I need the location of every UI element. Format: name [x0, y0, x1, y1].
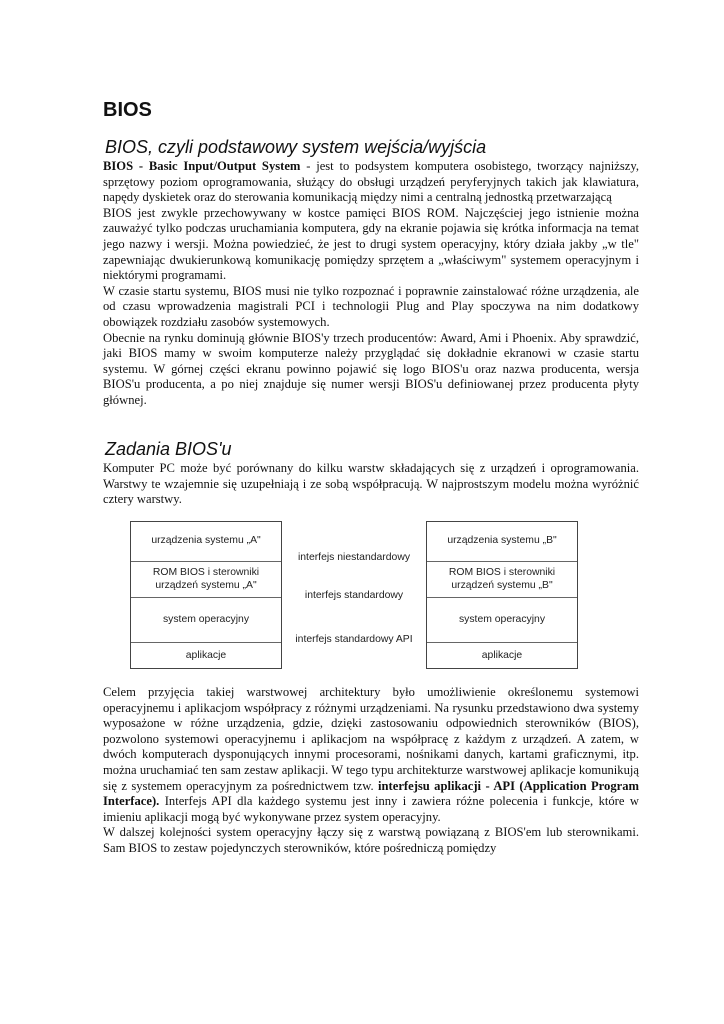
section-bios-body: [103, 159, 639, 409]
paragraph-layers-intro: Komputer PC może być porównany do kilku warstw składających się z urządzeń i oprogramowania. Warstwy te wzajemnie się uzupełniają i ze sobą współpracują. W najprostszym modelu można wyróżnić cztery warstwy.: [103, 461, 639, 507]
system-b-os: system operacyjny: [427, 597, 577, 642]
system-a-rom-line2: urządzeń systemu „A": [155, 579, 257, 591]
system-a-os: system operacyjny: [131, 597, 281, 642]
system-b-rom-bios: [427, 561, 577, 597]
page-title: BIOS: [103, 99, 152, 121]
layers-diagram: [130, 521, 586, 671]
system-b-devices: urządzenia systemu „B": [447, 535, 557, 547]
system-a-rom-bios: [131, 561, 281, 597]
interface-standard: interfejs standardowy: [304, 590, 404, 601]
architecture-text-end: Interfejs API dla każdego systemu jest inny i zawiera różne polecenia i funkcje, które w imieniu aplikacji mogą być wykonywane przez system operacyjny.: [103, 794, 639, 824]
system-b-rom-line1: ROM BIOS i sterowniki: [448, 567, 556, 578]
system-a-rom-line1: ROM BIOS i sterowniki: [152, 567, 260, 578]
paragraph-os-bios-link: W dalszej kolejności system operacyjny łączy się z warstwą powiązaną z BIOS'em lub sterownikami. Sam BIOS to zestaw pojedynczych sterowników, które pośredniczą pomiędzy: [103, 825, 639, 855]
paragraph-bios-definition: [103, 159, 639, 206]
architecture-text-start: Celem przyjęcia takiej warstwowej architektury było umożliwienie określonemu systemowi operacyjnemu i aplikacjom współpracy z różnymi urządzeniami. Na rysunku przedstawiono dwa systemy wyposażone w różne urządzenia, gdzie, dzięki zastosowaniu odpowiednich sterowników (BIOS), pozwolono systemowi operacyjnemu i aplikacjom na współpracę z każdym z urządzeń. A zatem, w dwóch komputerach dysponujących innymi procesorami, nośnikami danych, kartami graficznymi, itp. można uruchamiać ten sam zestaw aplikacji. W tego typu architekturze warstwowej aplikacje komunikują się z systemem operacyjnym za pośrednictwem tzw.: [103, 685, 639, 793]
section-tasks-body: [103, 461, 639, 508]
paragraph-layered-architecture: [103, 685, 639, 825]
section-architecture-body: [103, 685, 639, 857]
interface-nonstandard: interfejs niestandardowy: [297, 552, 411, 563]
system-b-apps: aplikacje: [427, 642, 577, 669]
system-a-stack: [130, 521, 282, 669]
section-heading-tasks: Zadania BIOS'u: [105, 439, 232, 459]
paragraph-bios-producers: Obecnie na rynku dominują głównie BIOS'y trzech producentów: Award, Ami i Phoenix. Aby sprawdzić, jaki BIOS mamy w swoim komputerze należy przyglądać się dokładnie ekranowi w czasie startu systemu. W górnej części ekranu powinno pojawić się logo BIOS'u oraz nazwa producenta, wersja BIOS'u producenta, a po niej znajduje się numer wersji BIOS'u definiowanej przez producenta płyty głównej.: [103, 330, 639, 407]
system-b-rom-line2: urządzeń systemu „B": [451, 579, 553, 591]
api-term: interfejsu aplikacji - API (Application Program Interface).: [103, 778, 639, 809]
system-a-apps: aplikacje: [131, 642, 281, 669]
bios-definition-text: - jest to podsystem komputera osobistego, tworzący najniższy, sprzętowy poziom oprogramowania, służący do obsługi urządzeń peryferyjnych takich jak klawiatura, napędy dyskietek oraz do sterowania komunikacją między nimi a centralną jednostką przetwarzającą: [103, 159, 639, 205]
system-b-stack: [426, 521, 578, 669]
system-a-devices: urządzenia systemu „A": [151, 535, 261, 547]
interface-standard-api: interfejs standardowy API: [295, 634, 413, 645]
paragraph-bios-rom: BIOS jest zwykle przechowywany w kostce pamięci BIOS ROM. Najczęściej jego istnienie można zauważyć tylko podczas uruchamiania komputera, gdy na ekranie pojawia się krótka informacja na temat jego nazwy i wersji. Można powiedzieć, że jest to drugi system operacyjny, który działa jakby „w tle" zapewniając dwukierunkową komunikację pomiędzy sprzętem a „właściwym" systemem operacyjnym i niektórymi programami.: [103, 205, 639, 283]
section-heading-bios: BIOS, czyli podstawowy system wejścia/wyjścia: [105, 137, 487, 157]
bios-definition-term: BIOS - Basic Input/Output System: [103, 159, 301, 173]
paragraph-bios-startup: W czasie startu systemu, BIOS musi nie tylko rozpoznać i poprawnie zainstalować różne urządzenia, ale od czasu wprowadzenia magistrali PCI i technologii Plug and Play spoczywa na nim dodatkowy obowiązek rozdziału zasobów systemowych.: [103, 283, 639, 329]
